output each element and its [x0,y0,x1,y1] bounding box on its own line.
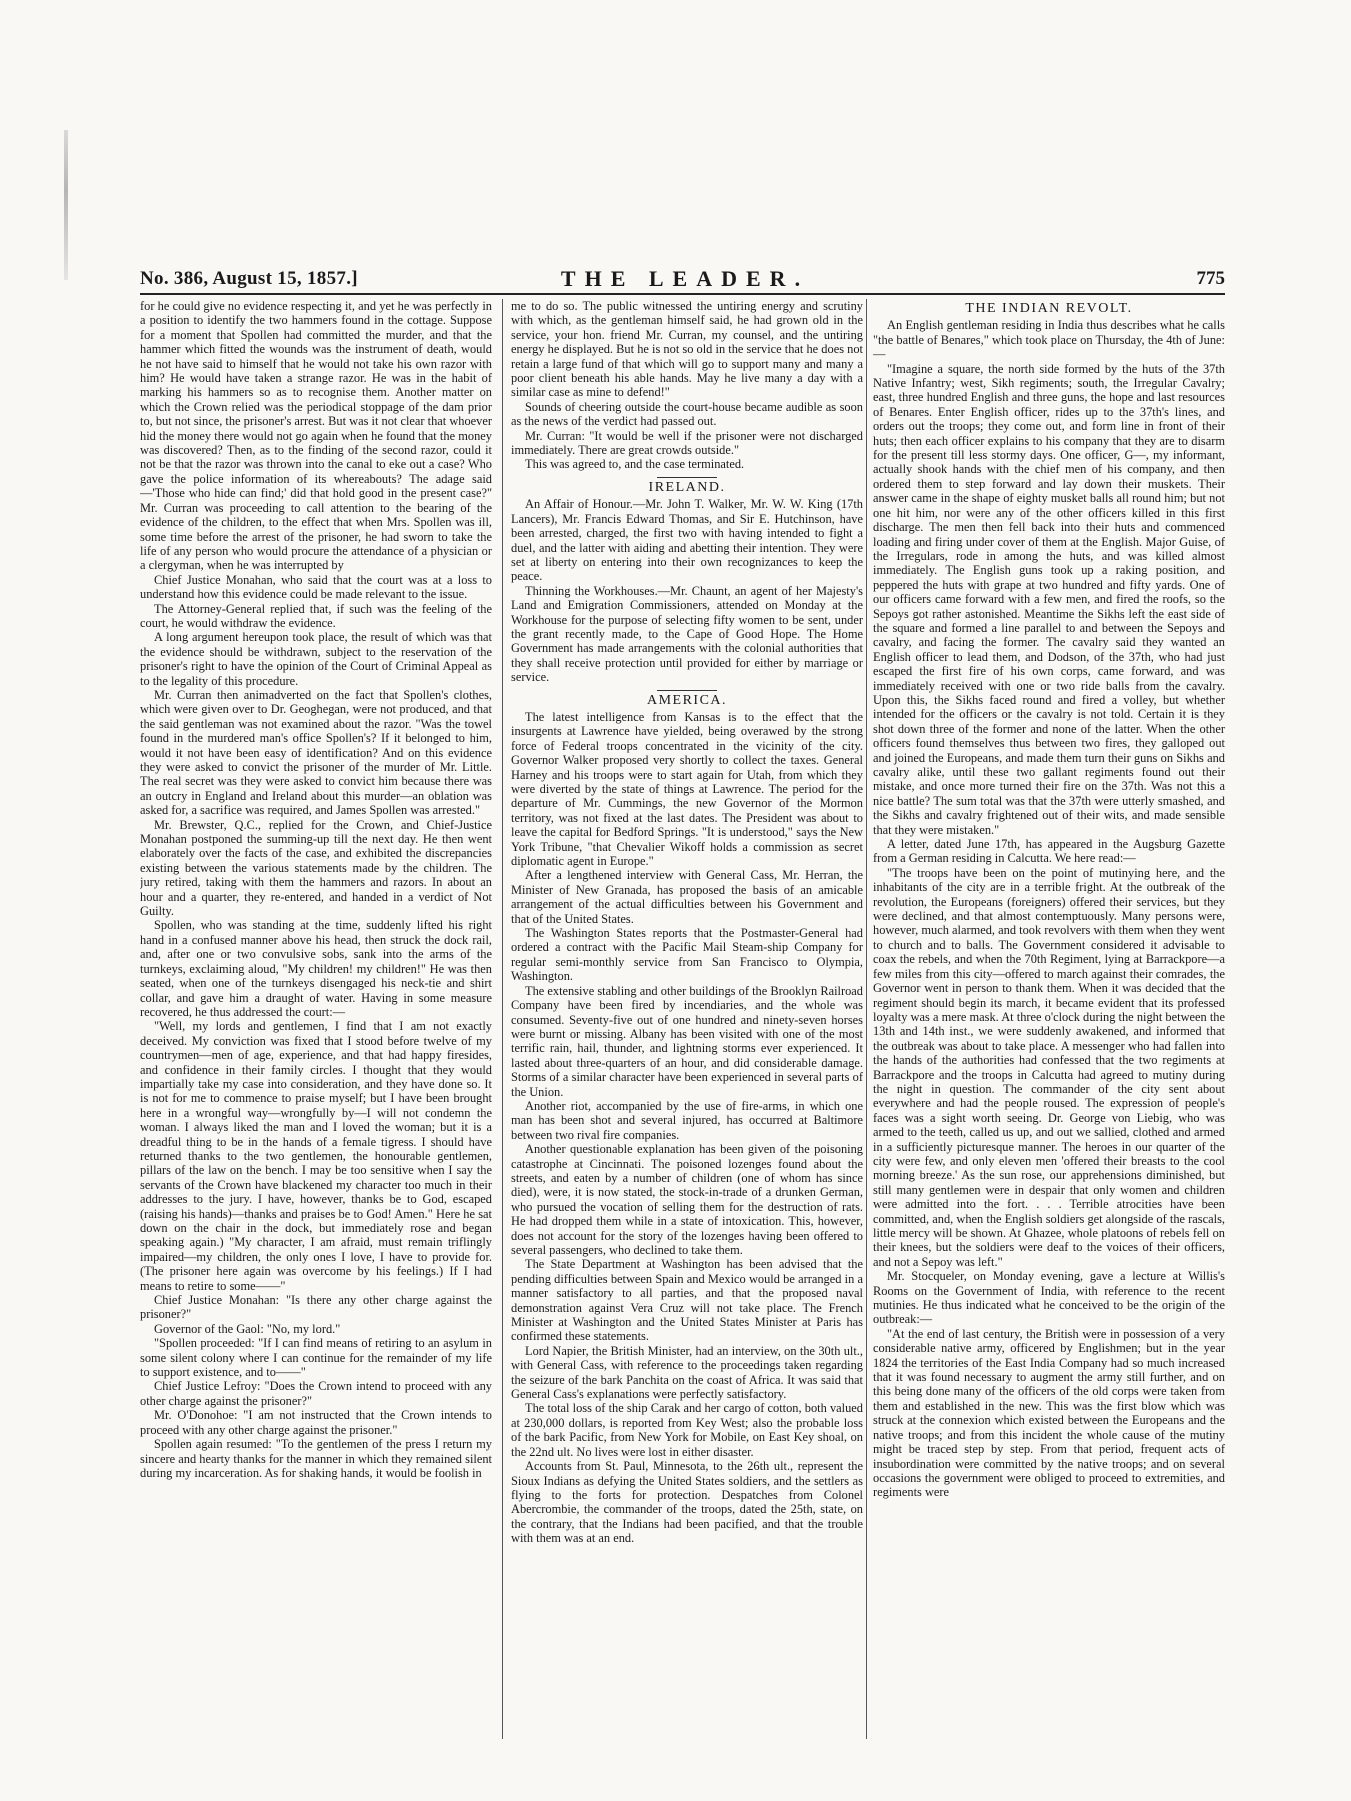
section-rule [657,690,717,691]
paragraph: The State Department at Washington has been advised that the pending difficulties between Spain and Mexico would be arranged in a manner satisfactory to all parties, and that the proposed naval demonstration against Vera Cruz will not take place. The French Minister at Washington and the United States Minister at Paris has confirmed these statements. [511,1257,863,1344]
paragraph: The total loss of the ship Carak and her cargo of cotton, both valued at 230,000 dollars, is reported from Key West; also the probable loss of the bark Pacific, from New York for Mobile, on East Key shoal, on the 22nd ult. No lives were lost in either disaster. [511,1401,863,1459]
paragraph: "Spollen proceeded: "If I can find means of retiring to an asylum in some silent colony where I can continue for the remainder of my life to support existence, and to——" [140,1336,492,1380]
paragraph: A letter, dated June 17th, has appeared in the Augsburg Gazette from a German residing in Calcutta. We here read:— [873,837,1225,866]
binding-mark [64,130,68,280]
header-rule [140,293,1225,295]
paragraph: An Affair of Honour.—Mr. John T. Walker, Mr. W. W. King (17th Lancers), Mr. Francis Edward Thomas, and Sir E. Hutchinson, have been arrested, charged, the first two with having intended to fight a duel, and the latter with aiding and abetting their intention. They were set at liberty on entering into their own recognizances to keep the peace. [511,497,863,584]
paragraph: Thinning the Workhouses.—Mr. Chaunt, an agent of her Majesty's Land and Emigration Commissioners, attended on Monday at the Workhouse for the purpose of selecting fifty women to be sent, under the grant recently made, to the Cape of Good Hope. The Home Government has made arrangements with the colonial authorities that they shall receive protection until provided for either by marriage or service. [511,583,863,685]
paragraph: Another riot, accompanied by the use of fire-arms, in which one man has been shot and several injured, has occurred at Baltimore between two rival fire companies. [511,1098,863,1142]
column-1 [140,299,492,1739]
issue-line: No. 386, August 15, 1857.] [140,268,358,289]
paragraph: for he could give no evidence respecting it, and yet he was perfectly in a position to identify the two hammers found in the cottage. Suppose for a moment that Spollen had committed the murder, and that the hammer which fitted the wounds was the instrument of death, would he not have said to himself that he would not take his own razor with him? He would have taken a strange razor. He was in the habit of marking his hammers so as to recognise them. Another matter on which the Crown relied was the periodical stoppage of the dam prior to, but not since, the prisoner's arrest. But was it not clear that whoever hid the money there would not go again when he found that the money was discovered? Then, as to the finding of the second razor, could it not be that the razor was thrown into the canal to eke out a case? Who gave the police information of its whereabouts? The adage said—'Those who hide can find;' did that hold good in the present case?" Mr. Curran was proceeding to call attention to the bearing of the evidence of the children, to the effect that when Mrs. Spollen was ill, some time before the arrest of the prisoner, he had sworn to take the life of any person who would procure the attendance of a physician or a clergyman, when he was interrupted by [140,299,492,573]
paragraph: A long argument hereupon took place, the result of which was that the evidence should be withdrawn, subject to the reservation of the prisoner's right to have the opinion of the Court of Criminal Appeal as to the legality of this procedure. [140,630,492,688]
paragraph: Chief Justice Monahan, who said that the court was at a loss to understand how this evidence could be made relevant to the issue. [140,572,492,602]
column-2 [511,299,863,1739]
column-divider [502,299,503,1739]
paragraph: After a lengthened interview with General Cass, Mr. Herran, the Minister of New Granada, has proposed the basis of an amicable arrangement of the actual difficulties between his Government and that of the United States. [511,868,863,926]
section-title-ireland: IRELAND. [648,479,726,495]
paragraph: "The troops have been on the point of mutinying here, and the inhabitants of the city are in a terrible fright. At the outbreak of the revolution, the Europeans (foreigners) offered their services, but they were declined, and that almost contemptuously. Many persons were, however, much alarmed, and took revolvers with them when they went to church and to balls. The Government considered it advisable to coax the rebels, and when the 70th Regiment, lying at Barrackpore—a few miles from this city—offered to march against their comrades, the Governor went in person to thank them. When it was decided that the regiment should begin its march, it became evident that its professed loyalty was a mere mask. At three o'clock during the night between the 13th and 14th inst., we were suddenly awakened, and informed that the outbreak was about to take place. A messenger who had fallen into the hands of the authorities had confessed that the two regiments at Barrackpore and the troops in Calcutta had agreed to mutiny during the night in question. The commander of the city sent about everywhere and had the people roused. The expression of people's faces was a sight worth seeing. Dr. George von Liebig, who was armed to the teeth, called us up, and out we sallied, clothed and armed in a sufficiently picturesque manner. The heroes in our quarter of the city were few, and only eleven men 'offered their breasts to the cool morning breeze.' As the sun rose, our apprehensions diminished, but still many gentlemen were in despair that only women and children were admitted into the fort. . . . Terrible atrocities have been committed, and, when the English soldiers get alongside of the rascals, little mercy will be shown. At Ghazee, whole platoons of rebels fell on their knees, but the soldiers were deaf to the voices of their officers, and not a Sepoy was left." [873,865,1225,1269]
paragraph: Sounds of cheering outside the court-house became audible as soon as the news of the verdict had passed out. [511,399,863,429]
paragraph: Mr. Brewster, Q.C., replied for the Crown, and Chief-Justice Monahan postponed the summing-up till the next day. He then went elaborately over the facts of the case, and exhibited the discrepancies existing between the various statements made by the children. The jury retired, taking with them the hammers and razors. In about an hour and a quarter, they re-entered, and handed in a verdict of Not Guilty. [140,817,492,919]
paragraph: Chief Justice Monahan: "Is there any other charge against the prisoner?" [140,1293,492,1322]
paragraph: "Well, my lords and gentlemen, I find that I am not exactly deceived. My conviction was fixed that I stood before twelve of my countrymen—men of age, experience, and that had happy firesides, and confidence in their family circles. I thought that they would impartially take my case into consideration, and they have done so. It is not for me to commence to praise myself; but I have been brought here in a wrongful way—wrongfully by—I will not condemn the woman. I always liked the man and I loved the woman; but it is a dreadful thing to be in the hands of a female tigress. I should have returned thanks to the two gentlemen, the honourable gentlemen, pillars of the law on the bench. I may be too sensitive when I say the servants of the Crown have blackened my character too much in their addresses to the jury. I have, however, thanks be to God, escaped (raising his hands)—thanks and praises be to God! Amen." Here he sat down on the chair in the dock, but immediately rose and began speaking again.) "My character, I am afraid, must remain triflingly impaired—my children, the only ones I love, I have to provide for. (The prisoner here again was overcome by his feelings.) If I had means to retire to some——" [140,1019,492,1293]
section-rule [657,477,717,478]
paragraph: The Attorney-General replied that, if such was the feeling of the court, he would withdraw the evidence. [140,601,492,630]
page-header [140,268,1225,292]
paragraph: The extensive stabling and other buildings of the Brooklyn Railroad Company have been fired by incendiaries, and the whole was consumed. Seventy-five out of one hundred and ninety-seven horses were burnt or missing. Albany has been visited with one of the most terrific rain, hail, thunder, and lightning storms ever experienced. It lasted about three-quarters of an hour, and did considerable damage. Storms of a similar character have been experienced in several parts of the Union. [511,983,863,1099]
paragraph: Accounts from St. Paul, Minnesota, to the 26th ult., represent the Sioux Indians as defying the United States soldiers, and the settlers as flying to the forts for protection. Despatches from Colonel Abercrombie, the commander of the troops, dated the 25th, state, on the contrary, that the Indians had been pacified, and that the trouble with them was at an end. [511,1459,863,1546]
paragraph: This was agreed to, and the case terminated. [525,457,745,472]
paragraph: "At the end of last century, the British were in possession of a very considerable native army, officered by Englishmen; but in the year 1824 the territories of the East India Company had so much increased that it was found necessary to augment the army still further, and on this being done many of the officers of the old corps were taken from them and established in the new. This was the first blow which was struck at the connexion which existed between the Europeans and the native troops; and from this incident the whole cause of the mutiny might be traced step by step. From that period, frequent acts of insubordination were committed by the native troops; and on several occasions the government were obliged to proceed to extremities, and regiments were [873,1326,1225,1500]
paragraph: me to do so. The public witnessed the untiring energy and scrutiny with which, as the gentleman himself said, he had grown old in the service, your hon. friend Mr. Curran, my counsel, and the untiring energy he displayed. But he is not so old in the service that he does not retain a large fund of that which will go to support many and many a poor client beneath his able hands. May he live many a day with a similar case as mine to defend!" [511,299,863,400]
paragraph: The latest intelligence from Kansas is to the effect that the insurgents at Lawrence have yielded, being overawed by the strong force of Federal troops concentrated in the vicinity of the city. Governor Walker proposed very shortly to collect the taxes. General Harney and his troops were to start again for Utah, from which they were diverted by the state of things at Lawrence. The period for the departure of Mr. Cummings, the new Governor of the Mormon territory, was not fixed at the last dates. The President was about to leave the capital for Bedford Springs. "It is understood," says the New York Tribune, "that Chevalier Wikoff holds a commission as secret diplomatic agent in Europe." [511,709,863,869]
column-divider [866,299,867,1739]
paragraph: "Imagine a square, the north side formed by the huts of the 37th Native Infantry; west, Sikh regiments; south, the Irregular Cavalry; east, three hundred English and three guns, the hope and last resources of Benares. Enter English officer, rides up to the 37th's lines, and orders out the troops; they come out, and form line in front of their huts; then each officer explains to his company that they are to disarm for the present till less stormy days. One officer, G—, my informant, actually shook hands with the chief men of his company, and then ordered them to step forward and lay down their muskets. Their answer came in the shape of eighty musket balls all round him; but not one hit him, nor were any of the other officers killed in this first discharge. The men then fell back into their huts and commenced loading and firing under cover of them at the English. Major Guise, of the Irregulars, rode in among the huts, and was killed almost immediately. The English guns took up a raking position, and peppered the huts with grape at two hundred and fifty yards. One of our officers came forward with a few men, and fired the roofs, so the Sepoys got rather astonished. Meantime the Sikhs left the east side of the square and formed a line parallel to and between the Sepoys and cavalry, and facing the former. The cavalry said they wanted an English officer to lead them, and Dodson, of the 37th, who had just escaped the first fire of his own corps, came forward, and was immediately received with one or two ride balls from the cavalry. Upon this, the Sikhs faced round and fired a volley, but whether intended for the officers or the cavalry is not told. Certain it is they shot down three of the former and none of the latter. When the other officers found themselves thus between two fires, they galloped out and joined the Europeans, and made them turn their guns on Sikhs and cavalry alike, until these two gallant regiments found out their mistake, and once more turned their fire on the 37th. Was not this a nice battle? The sum total was that the 37th were utterly smashed, and the Sikhs and cavalry frightened out of their wits, and made sensible that they were mistaken." [873,361,1225,837]
paragraph: Chief Justice Lefroy: "Does the Crown intend to proceed with any other charge against the prisoner?" [140,1379,492,1408]
page-number: 775 [1196,268,1225,289]
paragraph: Lord Napier, the British Minister, had an interview, on the 30th ult., with General Cass, with reference to the proceedings taken regarding the seizure of the bark Panchita on the coast of Africa. It was said that General Cass's explanations were perfectly satisfactory. [511,1343,863,1402]
paragraph: Spollen again resumed: "To the gentlemen of the press I return my sincere and hearty thanks for the manner in which they remained silent during my incarceration. As for shaking hands, it would be foolish in [140,1437,492,1480]
paragraph: Mr. Stocqueler, on Monday evening, gave a lecture at Willis's Rooms on the Government of India, with reference to the recent mutinies. He thus indicated what he conceived to be the origin of the outbreak:— [873,1269,1225,1327]
paragraph: The Washington States reports that the Postmaster-General had ordered a contract with the Pacific Mail Steam-ship Company for regular semi-monthly service from San Francisco to Olympia, Washington. [511,926,863,984]
paragraph: Another questionable explanation has been given of the poisoning catastrophe at Cincinnati. The poisoned lozenges found about the streets, and eaten by a number of children (one of whom has since died), were, it is now stated, the stock-in-trade of a drunken German, who pursued the vocation of selling them for the destruction of rats. He had dropped them while in a state of intoxication. This, however, does not account for the story of the lozenges having been offered to several passengers, who declined to take them. [511,1142,863,1257]
paragraph: Mr. Curran: "It would be well if the prisoner were not discharged immediately. There are great crowds outside." [511,428,863,458]
paragraph: Spollen, who was standing at the time, suddenly lifted his right hand in a confused manner above his head, then struck the dock rail, and, after one or two convulsive sobs, sank into the arms of the turnkeys, exclaiming aloud, "My children! my children!" He was then seated, when one of the turnkeys disengaged his neck-tie and shirt collar, and gave him a draught of water. Having in some measure recovered, he thus addressed the court:— [140,918,492,1019]
paragraph: Mr. Curran then animadverted on the fact that Spollen's clothes, which were given over to Dr. Geoghegan, were not produced, and that the said gentleman was not examined about the razor. "Was the towel found in the murdered man's office Spollen's? If it belonged to him, would it not have been easy of identification? And on this evidence they were asked to convict the prisoner of the murder of Mr. Little. The real secret was they were asked to convict him because there was an outcry in England and Ireland about this murder—an oblation was asked for, a sacrifice was required, and James Spollen was arrested." [140,687,492,818]
section-title-america: AMERICA. [646,692,728,708]
paragraph: An English gentleman residing in India thus describes what he calls "the battle of Benares," which took place on Thursday, the 4th of June:— [873,318,1225,362]
section-title-indian-revolt: THE INDIAN REVOLT. [965,301,1133,316]
column-3 [873,299,1225,1739]
paragraph: Governor of the Gaol: "No, my lord." [154,1321,341,1336]
paragraph: Mr. O'Donohoe: "I am not instructed that the Crown intends to proceed with any other charge against the prisoner." [140,1408,492,1437]
masthead-title: THE LEADER. [560,266,810,291]
